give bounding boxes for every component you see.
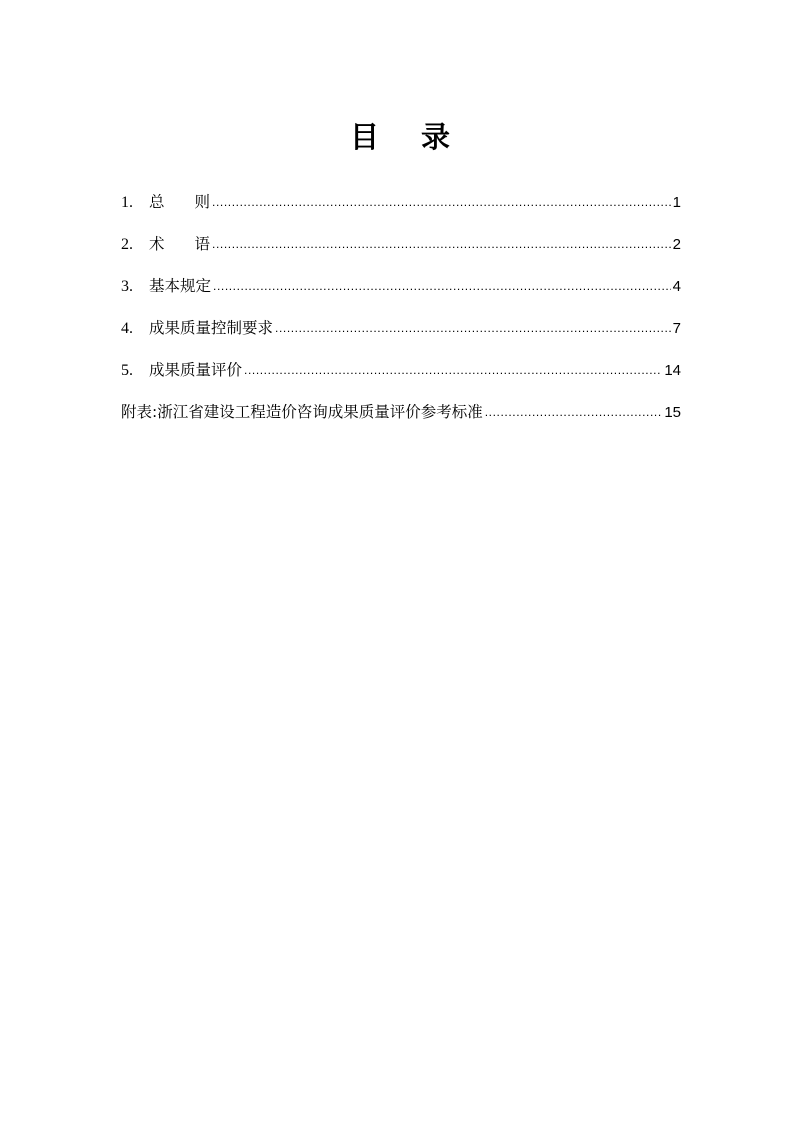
toc-entry-terms[interactable]	[121, 228, 681, 270]
toc-entry-quality-control[interactable]	[121, 312, 681, 354]
toc-leader-dots	[212, 186, 671, 218]
toc-entry-basic-provisions[interactable]	[121, 270, 681, 312]
toc-entry-number: 1.	[121, 194, 133, 211]
toc-list	[121, 186, 681, 438]
toc-entry-page: 1	[672, 194, 681, 211]
toc-entry-title	[149, 186, 210, 218]
toc-entry-number: 3.	[121, 278, 133, 295]
toc-entry-quality-evaluation[interactable]	[121, 354, 681, 396]
toc-entry-title-part: 总	[149, 193, 165, 211]
toc-entry-title: 成果质量评价	[149, 361, 243, 379]
toc-entry-number: 2.	[121, 236, 133, 253]
toc-entry-title: 附表:浙江省建设工程造价咨询成果质量评价参考标准	[121, 403, 483, 421]
toc-entry-title-part: 则	[194, 193, 211, 211]
toc-leader-dots	[212, 228, 671, 260]
toc-entry-page: 7	[672, 320, 681, 337]
toc-entry-title-part: 术	[149, 235, 165, 253]
toc-entry-number: 4.	[121, 320, 133, 337]
toc-entry-general[interactable]	[121, 186, 681, 228]
toc-heading: 目 录	[349, 120, 467, 155]
toc-entry-number: 5.	[121, 362, 133, 379]
toc-entry-title: 基本规定	[149, 277, 212, 295]
toc-entry-page: 15	[664, 404, 681, 421]
toc-leader-dots	[244, 354, 662, 386]
toc-entry-title: 成果质量控制要求	[149, 319, 274, 337]
toc-leader-dots	[213, 270, 671, 302]
toc-leader-dots	[275, 312, 671, 344]
toc-entry-page: 4	[672, 278, 681, 295]
toc-leader-dots	[485, 396, 663, 428]
toc-entry-page: 2	[672, 236, 681, 253]
toc-entry-title-part: 语	[194, 235, 211, 253]
toc-entry-page: 14	[664, 362, 681, 379]
toc-entry-appendix[interactable]	[121, 396, 681, 438]
toc-entry-title	[149, 228, 210, 260]
